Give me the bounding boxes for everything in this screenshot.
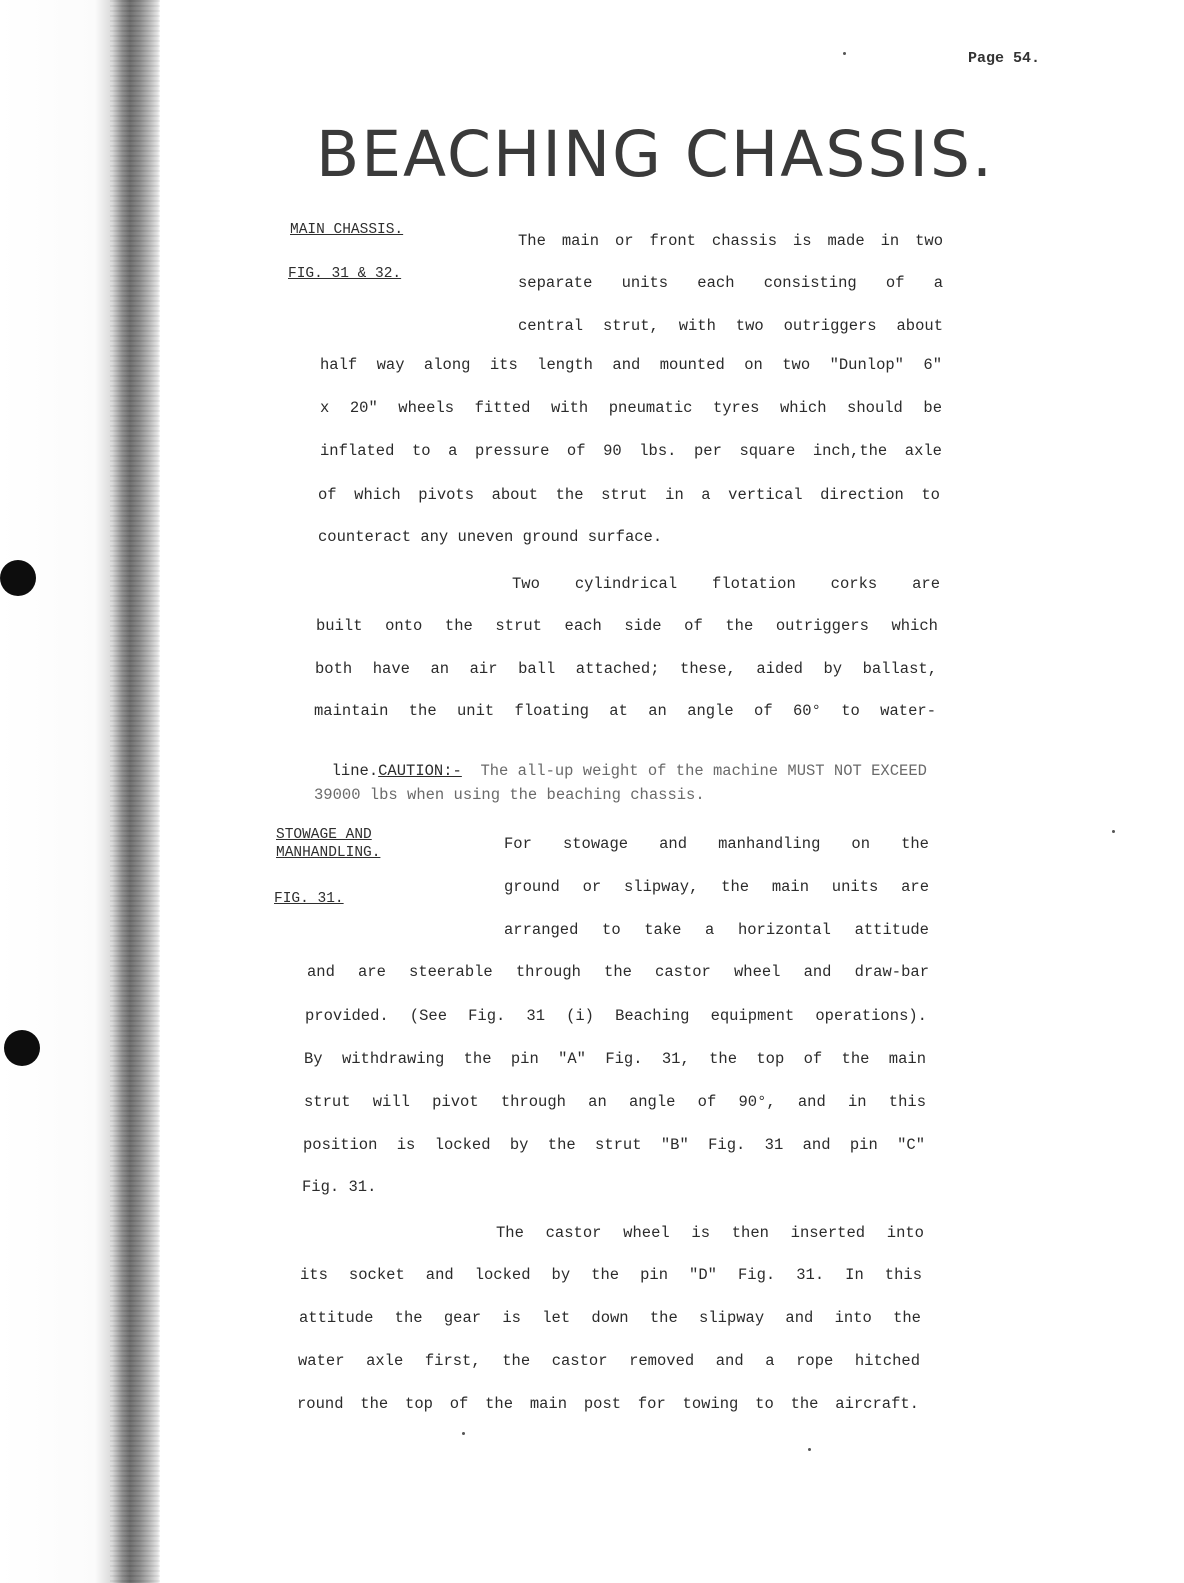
paragraph-line: strut will pivot through an angle of 90°, and in this — [304, 1093, 926, 1111]
paragraph-line: Fig. 31. — [302, 1178, 377, 1196]
paragraph-line: half way along its length and mounted on two "Dunlop" 6" — [320, 356, 942, 374]
paragraph-line: provided. (See Fig. 31 (i) Beaching equipment operations). — [305, 1007, 927, 1025]
paragraph-line: attitude the gear is let down the slipway and into the — [299, 1309, 921, 1327]
punch-hole-lower — [4, 1030, 40, 1066]
section-heading-line: STOWAGE AND — [276, 827, 372, 843]
paragraph-line: water axle first, the castor removed and a rope hitched — [298, 1352, 920, 1370]
paragraph-line: Two cylindrical flotation corks are — [512, 575, 940, 593]
section-heading-main-chassis: MAIN CHASSIS. — [290, 222, 404, 238]
paragraph-line: separate units each consisting of a — [518, 274, 943, 292]
paragraph-line: ground or slipway, the main units are — [504, 878, 929, 896]
paragraph-line: counteract any uneven ground surface. — [318, 528, 663, 546]
paragraph-line: round the top of the main post for towing to the aircraft. — [297, 1395, 919, 1413]
paragraph-line: position is locked by the strut "B" Fig. 31 and pin "C" — [303, 1136, 925, 1154]
figure-reference: FIG. 31. — [274, 891, 344, 907]
paragraph-line: The castor wheel is then inserted into — [496, 1224, 924, 1242]
paper-speck — [808, 1448, 811, 1451]
paragraph-line: inflated to a pressure of 90 lbs. per square inch,the axle — [320, 442, 942, 460]
paragraph-line: For stowage and manhandling on the — [504, 835, 929, 853]
paragraph-line: both have an air ball attached; these, aided by ballast, — [315, 660, 937, 678]
paragraph-line: By withdrawing the pin "A" Fig. 31, the top of the main — [304, 1050, 926, 1068]
paragraph-line: built onto the strut each side of the outriggers which — [316, 617, 938, 635]
binding-texture — [110, 0, 160, 1583]
caution-prefix: line. — [331, 762, 379, 780]
paragraph-line: its socket and locked by the pin "D" Fig. 31. In this — [300, 1266, 922, 1284]
paragraph-line: The main or front chassis is made in two — [518, 232, 943, 250]
paper-speck — [843, 52, 846, 55]
paragraph-line: arranged to take a horizontal attitude — [504, 921, 929, 939]
paragraph-line: maintain the unit floating at an angle of 60° to water- — [314, 702, 936, 720]
section-heading-stowage — [276, 826, 380, 862]
caution-label: CAUTION:- — [378, 762, 462, 780]
punch-hole-upper — [0, 560, 36, 596]
paragraph-line: x 20" wheels fitted with pneumatic tyres which should be — [320, 399, 942, 417]
caution-text: The all-up weight of the machine MUST NOT EXCEED — [480, 762, 927, 780]
caution-line — [313, 744, 927, 780]
paragraph-line: central strut, with two outriggers about — [518, 317, 943, 335]
page-number: Page 54. — [968, 50, 1041, 67]
paper-speck — [1112, 830, 1115, 833]
section-heading-line: MANHANDLING. — [276, 845, 381, 862]
paragraph-line: of which pivots about the strut in a vertical direction to — [318, 486, 940, 504]
paper-speck — [462, 1432, 465, 1435]
paragraph-line: and are steerable through the castor wheel and draw-bar — [307, 963, 929, 981]
caution-end-line: 39000 lbs when using the beaching chassis. — [314, 786, 705, 804]
page-title: BEACHING CHASSIS. — [316, 118, 994, 191]
figure-reference: FIG. 31 & 32. — [288, 266, 402, 282]
